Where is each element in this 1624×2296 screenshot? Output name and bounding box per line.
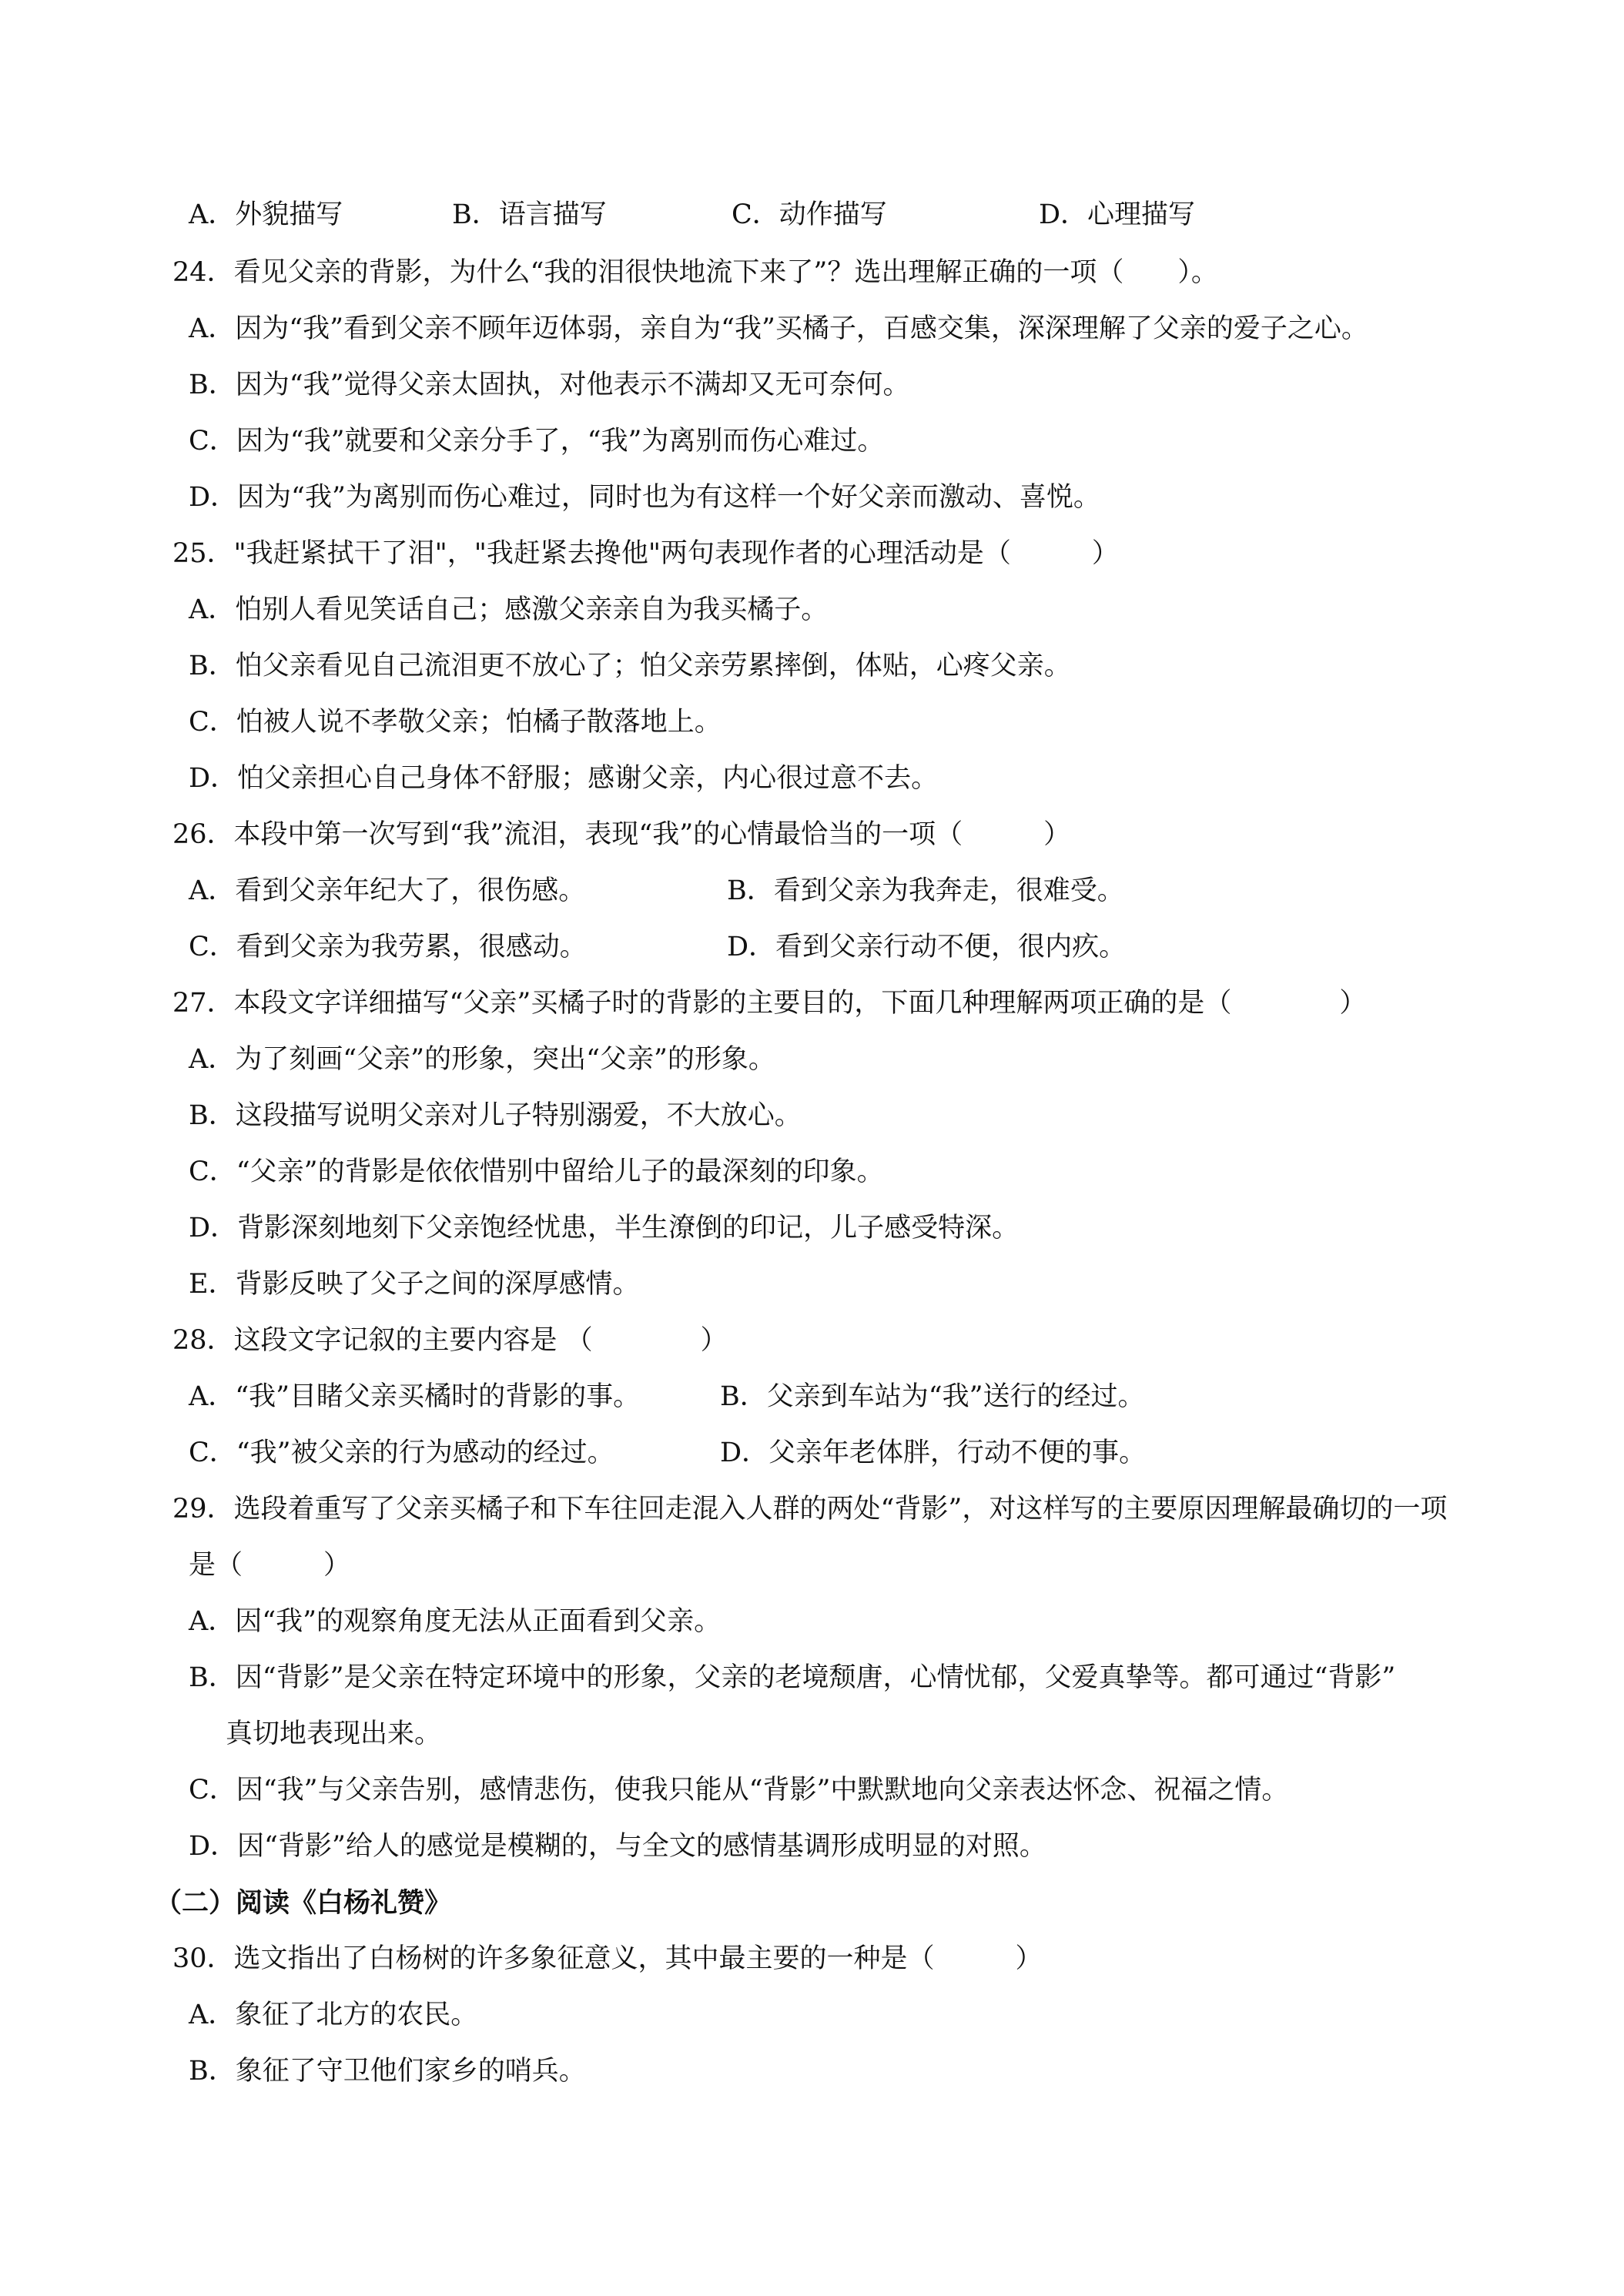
q27-option-c: C．“父亲”的背影是依依惜别中留给儿子的最深刻的印象。 xyxy=(189,1156,884,1187)
q25-option-c: C．怕被人说不孝敬父亲；怕橘子散落地上。 xyxy=(189,707,722,738)
q26-option-c: C．看到父亲为我劳累，很感动。 xyxy=(189,932,587,962)
q29-option-c: C．因“我”与父亲告别，感情悲伤，使我只能从“背影”中默默地向父亲表达怀念、祝福之情。 xyxy=(189,1775,1289,1806)
q24-option-b: B．因为“我”觉得父亲太固执，对他表示不满却又无可奈何。 xyxy=(189,370,910,400)
q23-option-c: C．动作描写 xyxy=(732,199,887,230)
q28-option-c: C．“我”被父亲的行为感动的经过。 xyxy=(189,1438,614,1468)
q30-option-b: B．象征了守卫他们家乡的哨兵。 xyxy=(189,2056,586,2087)
q23-option-a: A．外貌描写 xyxy=(189,199,343,230)
q24-option-d: D．因为“我”为离别而伤心难过，同时也为有这样一个好父亲而激动、喜悦。 xyxy=(189,482,1100,513)
q23-option-b: B．语言描写 xyxy=(452,199,607,230)
q29-option-b: B．因“背影”是父亲在特定环境中的形象，父亲的老境颓唐，心情忧郁，父爱真挚等。都可通过“背影” xyxy=(189,1662,1396,1693)
q28-stem: 28．这段文字记叙的主要内容是 （ ） xyxy=(172,1325,728,1356)
q25-option-b: B．怕父亲看见自己流泪更不放心了；怕父亲劳累摔倒，体贴，心疼父亲。 xyxy=(189,651,1071,681)
q24-option-a: A．因为“我”看到父亲不顾年迈体弱，亲自为“我”买橘子，百感交集，深深理解了父亲的爱子之心。 xyxy=(189,313,1368,344)
q29-stem: 29．选段着重写了父亲买橘子和下车往回走混入人群的两处“背影”，对这样写的主要原因理解最确切的一项 xyxy=(172,1494,1448,1525)
q29-option-a: A．因“我”的观察角度无法从正面看到父亲。 xyxy=(189,1606,722,1637)
q29-stem-continued: 是（ ） xyxy=(189,1550,351,1581)
q27-option-a: A．为了刻画“父亲”的形象，突出“父亲”的形象。 xyxy=(189,1044,775,1075)
q26-option-b: B．看到父亲为我奔走，很难受。 xyxy=(727,875,1124,906)
q27-option-d: D．背影深刻地刻下父亲饱经忧患，半生潦倒的印记，儿子感受特深。 xyxy=(189,1213,1020,1243)
q28-option-d: D．父亲年老体胖，行动不便的事。 xyxy=(720,1438,1147,1468)
q29-option-b-continued: 真切地表现出来。 xyxy=(226,1719,442,1749)
q24-option-c: C．因为“我”就要和父亲分手了，“我”为离别而伤心难过。 xyxy=(189,426,885,457)
q30-option-a: A．象征了北方的农民。 xyxy=(189,2000,478,2030)
q25-stem: 25．"我赶紧拭干了泪"，"我赶紧去搀他"两句表现作者的心理活动是（ ） xyxy=(172,538,1119,569)
q26-option-d: D．看到父亲行动不便，很内疚。 xyxy=(727,932,1127,962)
q27-option-e: E．背影反映了父子之间的深厚感情。 xyxy=(189,1269,640,1300)
q28-option-b: B．父亲到车站为“我”送行的经过。 xyxy=(720,1381,1145,1412)
q25-option-d: D．怕父亲担心自己身体不舒服；感谢父亲，内心很过意不去。 xyxy=(189,763,939,794)
q26-stem: 26．本段中第一次写到“我”流泪，表现“我”的心情最恰当的一项（ ） xyxy=(172,819,1071,850)
section-heading: （二）阅读《白杨礼赞》 xyxy=(155,1887,452,1919)
q26-option-a: A．看到父亲年纪大了，很伤感。 xyxy=(189,875,586,906)
q24-stem: 24．看见父亲的背影，为什么“我的泪很快地流下来了”？选出理解正确的一项（ ）。 xyxy=(172,257,1218,288)
q28-option-a: A．“我”目睹父亲买橘时的背影的事。 xyxy=(189,1381,641,1412)
q29-option-d: D．因“背影”给人的感觉是模糊的，与全文的感情基调形成明显的对照。 xyxy=(189,1831,1046,1862)
q23-option-d: D．心理描写 xyxy=(1039,199,1196,230)
q25-option-a: A．怕别人看见笑话自己；感激父亲亲自为我买橘子。 xyxy=(189,594,829,625)
q27-stem: 27．本段文字详细描写“父亲”买橘子时的背影的主要目的，下面几种理解两项正确的是（ ） xyxy=(172,988,1367,1019)
q30-stem: 30．选文指出了白杨树的许多象征意义，其中最主要的一种是（ ） xyxy=(172,1943,1043,1974)
q27-option-b: B．这段描写说明父亲对儿子特别溺爱，不大放心。 xyxy=(189,1100,802,1131)
